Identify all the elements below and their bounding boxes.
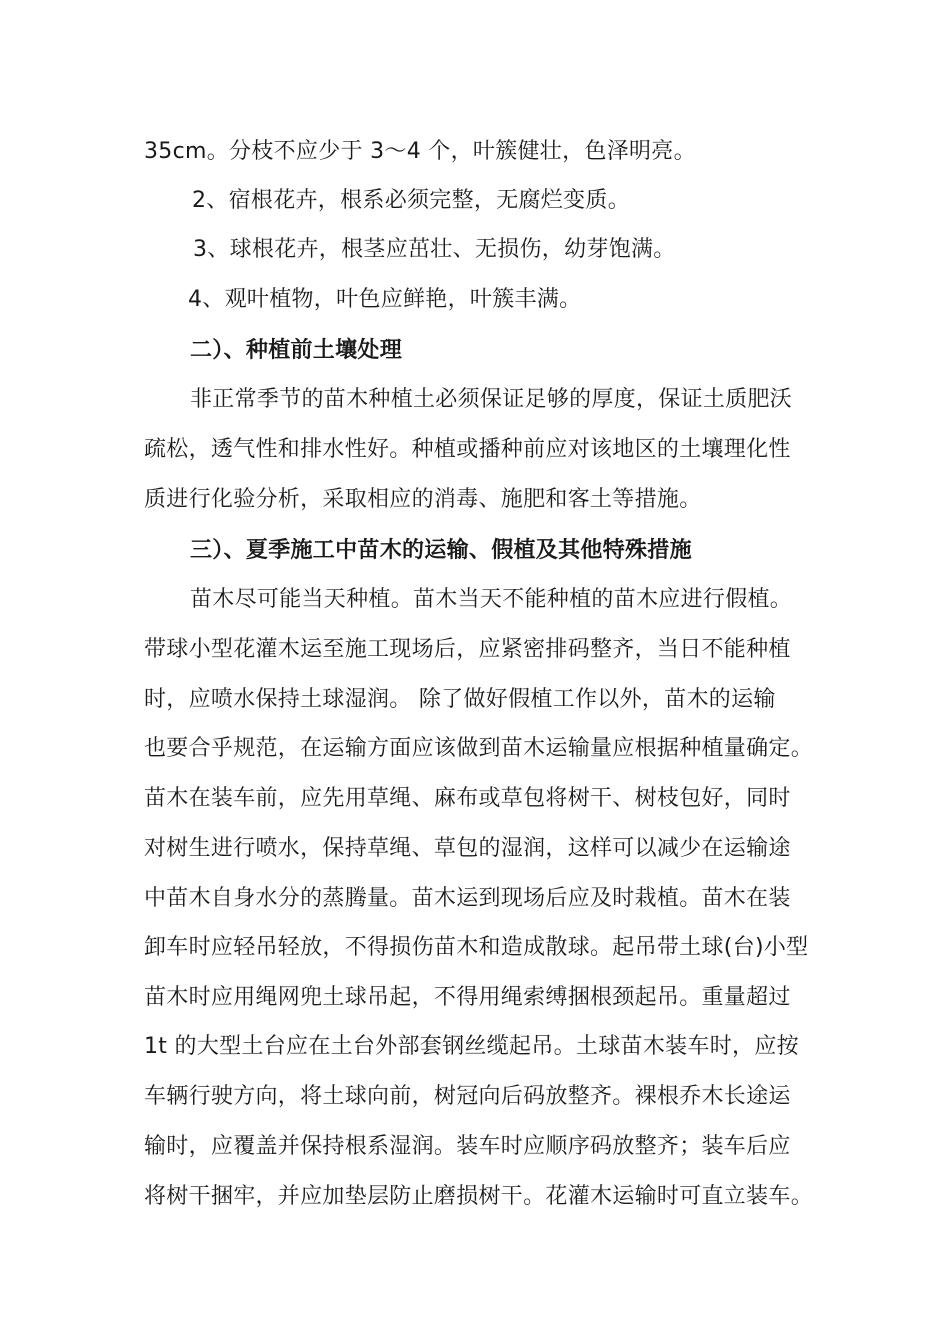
text-line-13: 也要合乎规范，在运输方面应该做到苗木运输量应根据种植量确定。 xyxy=(144,736,814,761)
text-line-19: 1t 的大型土台应在土台外部套钢丝缆起吊。土球苗木装车时，应按 xyxy=(144,1034,799,1059)
text-line-16: 中苗木自身水分的蒸腾量。苗木运到现场后应及时栽植。苗木在装 xyxy=(144,886,791,911)
text-line-21: 输时，应覆盖并保持根系湿润。装车时应顺序码放整齐；装车后应 xyxy=(144,1134,791,1159)
text-line-7: 疏松，透气性和排水性好。种植或播种前应对该地区的土壤理化性 xyxy=(144,437,791,462)
text-line-8: 质进行化验分析，采取相应的消毒、施肥和客土等措施。 xyxy=(144,487,702,512)
text-line-17: 卸车时应轻吊轻放，不得损伤苗木和造成散球。起吊带土球(台)小型 xyxy=(144,935,809,960)
text-line-22: 将树干捆牢，并应加垫层防止磨损树干。花灌木运输时可直立装车。 xyxy=(144,1184,814,1209)
section-heading-2: 二）、种植前土壤处理 xyxy=(190,338,403,363)
list-item-4: 4、观叶植物，叶色应鲜艳，叶簇丰满。 xyxy=(188,287,582,312)
text-line-1: 35cm。分枝不应少于 3～4 个，叶簇健壮，色泽明亮。 xyxy=(144,139,696,164)
text-line-6: 非正常季节的苗木种植土必须保证足够的厚度，保证土质肥沃 xyxy=(190,387,793,412)
text-line-15: 对树生进行喷水，保持草绳、草包的湿润，这样可以减少在运输途 xyxy=(144,836,791,861)
text-line-12: 时，应喷水保持土球湿润。 除了做好假植工作以外，苗木的运输 xyxy=(144,687,776,712)
section-heading-3: 三）、夏季施工中苗木的运输、假植及其他特殊措施 xyxy=(190,538,692,563)
list-item-2: 2、宿根花卉，根系必须完整，无腐烂变质。 xyxy=(192,188,630,213)
text-line-14: 苗木在装车前，应先用草绳、麻布或草包将树干、树枝包好，同时 xyxy=(144,786,791,811)
text-line-10: 苗木尽可能当天种植。苗木当天不能种植的苗木应进行假植。 xyxy=(190,587,793,612)
text-line-20: 车辆行驶方向，将土球向前，树冠向后码放整齐。裸根乔木长途运 xyxy=(144,1084,791,1109)
text-line-11: 带球小型花灌木运至施工现场后，应紧密排码整齐，当日不能种植 xyxy=(144,637,791,662)
list-item-3: 3、球根花卉，根茎应茁壮、无损伤，幼芽饱满。 xyxy=(193,237,676,262)
text-line-18: 苗木时应用绳网兜土球吊起，不得用绳索缚捆根颈起吊。重量超过 xyxy=(144,985,791,1010)
